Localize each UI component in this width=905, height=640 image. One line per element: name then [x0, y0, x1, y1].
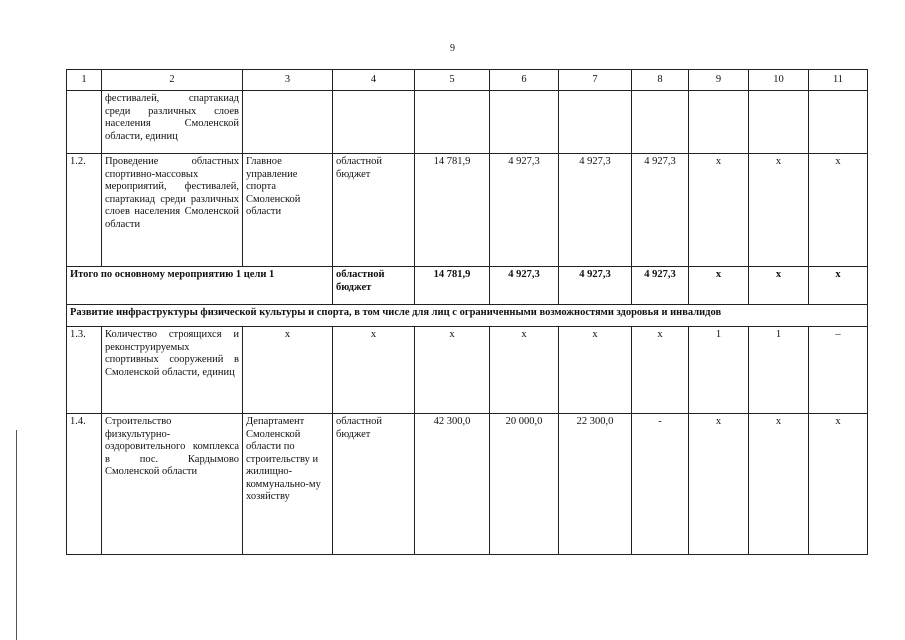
year1-amount: 20 000,0: [490, 414, 559, 555]
year2-amount: 22 300,0: [559, 414, 632, 555]
plan-value: x: [749, 267, 809, 305]
activity-description: Проведение областных спортивно-массовых мероприятий, фестивалей, спартакиад среди различных слоев населения Смоленской области: [102, 154, 243, 267]
year3-amount: x: [632, 327, 689, 414]
page-edge-line: [16, 430, 17, 640]
section-heading: Развитие инфраструктуры физической культуры и спорта, в том числе для лиц с ограниченными возможностями здоровья и инвалидов: [67, 305, 868, 327]
indicator-description: фестивалей, спартакиад среди различных слоев населения Смоленской области, единиц: [102, 91, 243, 154]
table-row-1-3: [67, 327, 868, 414]
funding-source: областной бюджет: [333, 154, 415, 267]
header-cell: 7: [559, 70, 632, 91]
total-amount: x: [415, 327, 490, 414]
total-amount: 42 300,0: [415, 414, 490, 555]
table-row-1-2: [67, 154, 868, 267]
plan-value: x: [809, 267, 868, 305]
funding-source: x: [333, 327, 415, 414]
page-number: 9: [450, 43, 455, 54]
plan-value: x: [809, 154, 868, 267]
plan-value: –: [809, 327, 868, 414]
table-row-1-4: [67, 414, 868, 555]
plan-value: x: [689, 414, 749, 555]
year1-amount: x: [490, 327, 559, 414]
year3-amount: -: [632, 414, 689, 555]
header-cell: 3: [243, 70, 333, 91]
table-row-total: [67, 267, 868, 305]
executor-cell: x: [243, 327, 333, 414]
activity-description: Строительство физкультурно-оздоровительного комплекса в пос. Кардымово Смоленской области: [102, 414, 243, 555]
executor-cell: Главное управление спорта Смоленской области: [243, 154, 333, 267]
row-number: 1.3.: [67, 327, 102, 414]
indicator-description: Количество строящихся и реконструируемых спортивных сооружений в Смоленской области, единиц: [102, 327, 243, 414]
funding-source: областной бюджет: [333, 267, 415, 305]
header-cell: 6: [490, 70, 559, 91]
year3-amount: 4 927,3: [632, 154, 689, 267]
plan-value: 1: [749, 327, 809, 414]
plan-value: 1: [689, 327, 749, 414]
year1-amount: 4 927,3: [490, 154, 559, 267]
header-cell: 5: [415, 70, 490, 91]
program-table: [66, 69, 868, 555]
table-row-continuation: [67, 91, 868, 154]
header-cell: 2: [102, 70, 243, 91]
total-amount: 14 781,9: [415, 267, 490, 305]
year3-amount: 4 927,3: [632, 267, 689, 305]
plan-value: x: [689, 154, 749, 267]
header-cell: 8: [632, 70, 689, 91]
section-heading-row: [67, 305, 868, 327]
plan-value: x: [749, 154, 809, 267]
year2-amount: x: [559, 327, 632, 414]
plan-value: x: [689, 267, 749, 305]
plan-value: x: [749, 414, 809, 555]
total-amount: 14 781,9: [415, 154, 490, 267]
year1-amount: 4 927,3: [490, 267, 559, 305]
column-number-header: [67, 70, 868, 91]
funding-source: областной бюджет: [333, 414, 415, 555]
year2-amount: 4 927,3: [559, 267, 632, 305]
header-cell: 4: [333, 70, 415, 91]
row-number: 1.4.: [67, 414, 102, 555]
executor-cell: Департамент Смоленской области по строительству и жилищно-коммунально-му хозяйству: [243, 414, 333, 555]
year2-amount: 4 927,3: [559, 154, 632, 267]
total-label: Итого по основному мероприятию 1 цели 1: [67, 267, 333, 305]
header-cell: 11: [809, 70, 868, 91]
header-cell: 10: [749, 70, 809, 91]
plan-value: x: [809, 414, 868, 555]
row-number: 1.2.: [67, 154, 102, 267]
header-cell: 1: [67, 70, 102, 91]
header-cell: 9: [689, 70, 749, 91]
